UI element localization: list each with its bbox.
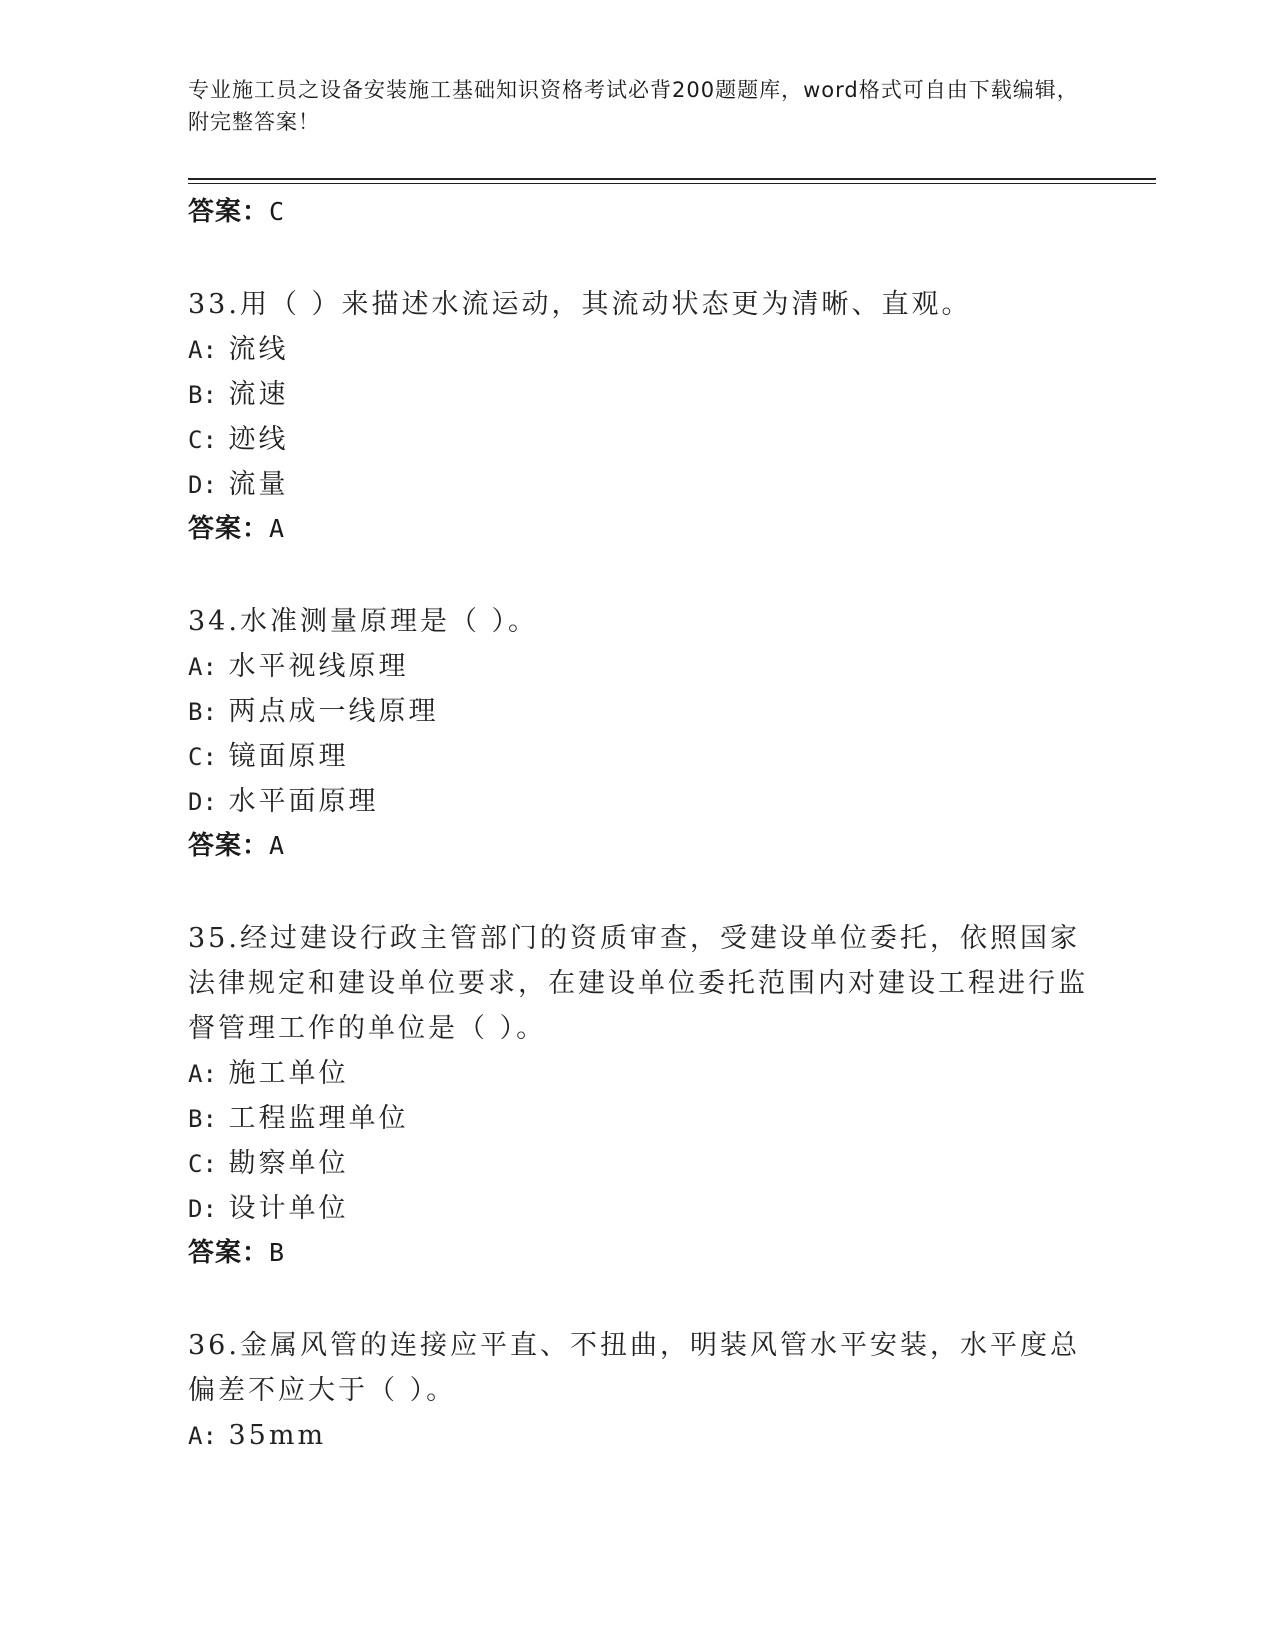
option-letter: B: <box>188 698 217 726</box>
document-header: 专业施工员之设备安装施工基础知识资格考试必背200题题库，word格式可自由下载编辑，附完整答案！ <box>188 78 1079 134</box>
question-list <box>188 190 1088 1458</box>
option-letter: C: <box>188 426 217 454</box>
header-divider-thin <box>188 183 1156 184</box>
option-c <box>188 1141 1088 1186</box>
option-letter: C: <box>188 743 217 771</box>
option-b <box>188 372 1088 417</box>
option-text: 勘察单位 <box>228 1148 349 1179</box>
option-letter: A: <box>188 653 217 681</box>
answer-label: 答案： <box>188 1238 270 1268</box>
option-text: 施工单位 <box>228 1058 349 1089</box>
option-text: 水平面原理 <box>228 786 379 817</box>
option-d <box>188 462 1088 507</box>
answer-value: A <box>269 831 286 860</box>
option-a <box>188 644 1088 689</box>
option-letter: A: <box>188 1422 217 1450</box>
option-text: 设计单位 <box>228 1193 349 1224</box>
answer-value: C <box>269 197 286 226</box>
answer-line <box>188 824 1088 868</box>
question-stem: 34.水准测量原理是（ ）。 <box>188 606 539 637</box>
question-stem: 35.经过建设行政主管部门的资质审查，受建设单位委托，依照国家法律规定和建设单位要求，在建设单位委托范围内对建设工程进行监督管理工作的单位是（ ）。 <box>188 923 1088 1044</box>
option-letter: D: <box>188 1195 217 1223</box>
answer-value: A <box>269 514 286 543</box>
option-d <box>188 779 1088 824</box>
option-letter: A: <box>188 1060 217 1088</box>
option-letter: D: <box>188 471 217 499</box>
option-a <box>188 327 1088 372</box>
option-text: 两点成一线原理 <box>228 696 439 727</box>
option-c <box>188 417 1088 462</box>
question-33 <box>188 282 1088 551</box>
answer-line <box>188 1231 1088 1275</box>
option-letter: D: <box>188 788 217 816</box>
answer-label: 答案： <box>188 831 270 861</box>
option-text: 工程监理单位 <box>228 1103 409 1134</box>
option-b <box>188 1096 1088 1141</box>
option-text: 流线 <box>228 334 289 365</box>
option-d <box>188 1186 1088 1231</box>
header-divider <box>188 178 1156 180</box>
question-35 <box>188 916 1088 1275</box>
option-letter: C: <box>188 1150 217 1178</box>
answer-label: 答案： <box>188 514 270 544</box>
question-34 <box>188 599 1088 868</box>
question-stem: 36.金属风管的连接应平直、不扭曲，明装风管水平安装，水平度总偏差不应大于（ ）。 <box>188 1330 1080 1406</box>
option-text: 流速 <box>228 379 289 410</box>
answer-line <box>188 190 1088 234</box>
question-stem: 33.用（ ）来描述水流运动，其流动状态更为清晰、直观。 <box>188 289 972 320</box>
option-text: 流量 <box>228 469 289 500</box>
option-letter: B: <box>188 381 217 409</box>
answer-value: B <box>269 1238 286 1267</box>
answer-label: 答案： <box>188 197 270 227</box>
question-36 <box>188 1323 1088 1458</box>
option-b <box>188 689 1088 734</box>
option-letter: B: <box>188 1105 217 1133</box>
option-a <box>188 1413 1088 1458</box>
option-text: 水平视线原理 <box>228 651 409 682</box>
option-text: 35mm <box>228 1420 327 1451</box>
option-letter: A: <box>188 336 217 364</box>
answer-line <box>188 507 1088 551</box>
option-c <box>188 734 1088 779</box>
option-text: 迹线 <box>228 424 289 455</box>
option-text: 镜面原理 <box>228 741 349 772</box>
option-a <box>188 1051 1088 1096</box>
